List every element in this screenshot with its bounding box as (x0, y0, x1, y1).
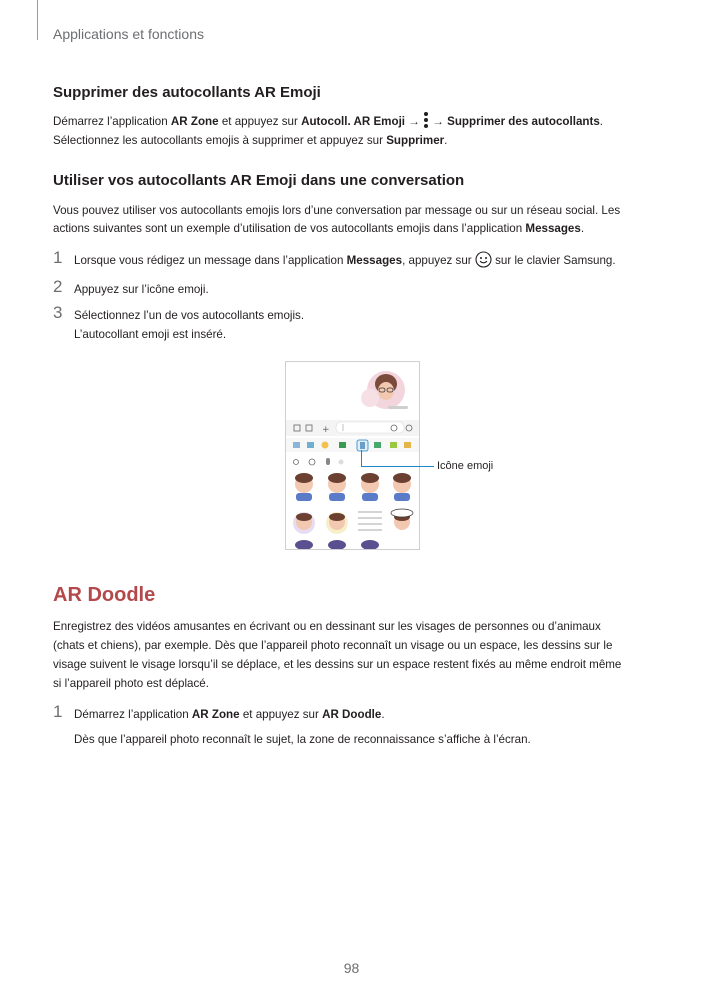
step-number: 2 (53, 277, 63, 296)
use-intro-line2: actions suivantes sont un exemple d’utilisation de vos autocollants emojis dans l’application Messages. (53, 222, 585, 235)
heading-ar-doodle: AR Doodle (53, 584, 156, 606)
delete-instruction-line2: Sélectionnez les autocollants emojis à supprimer et appuyez sur Supprimer. (53, 134, 448, 147)
doodle-para-line1: Enregistrez des vidéos amusantes en écrivant ou en dessinant sur les visages de personnes ou d’animaux (53, 620, 601, 633)
step-number: 1 (53, 248, 63, 267)
use-intro-line1: Vous pouvez utiliser vos autocollants emojis lors d’une conversation par message ou sur un réseau social. Les (53, 204, 621, 217)
doodle-para-line3: visage suivent le visage lorsqu’il se déplace, et les dessins sur un espace restent fixés au même endroit même (53, 658, 622, 671)
more-options-icon (423, 112, 429, 129)
header-rule (37, 0, 38, 40)
sticker-keyboard-illustration (286, 362, 419, 549)
callout-leader-vertical (361, 450, 362, 467)
phone-screenshot (285, 361, 420, 550)
heading-delete-stickers: Supprimer des autocollants AR Emoji (53, 84, 321, 101)
step-number: 3 (53, 303, 63, 322)
doodle-para-line4: si l’appareil photo est déplacé. (53, 677, 209, 690)
smiley-icon (475, 251, 492, 268)
doodle-para-line2: (chats et chiens), par exemple. Dès que l’appareil photo reconnaît un visage ou un espace, les dessins sur le (53, 639, 613, 652)
heading-use-stickers: Utiliser vos autocollants AR Emoji dans une conversation (53, 172, 465, 189)
step-number: 1 (53, 702, 63, 721)
delete-instruction-line1: Démarrez l’application AR Zone et appuyez sur Autocoll. AR Emoji → → Supprimer des autocollants. (53, 112, 653, 131)
callout-leader-horizontal (361, 466, 434, 467)
svg-text:+: + (322, 425, 330, 435)
page-number: 98 (343, 960, 360, 976)
section-header: Applications et fonctions (53, 26, 204, 42)
callout-emoji-icon-label: Icône emoji (437, 460, 494, 472)
